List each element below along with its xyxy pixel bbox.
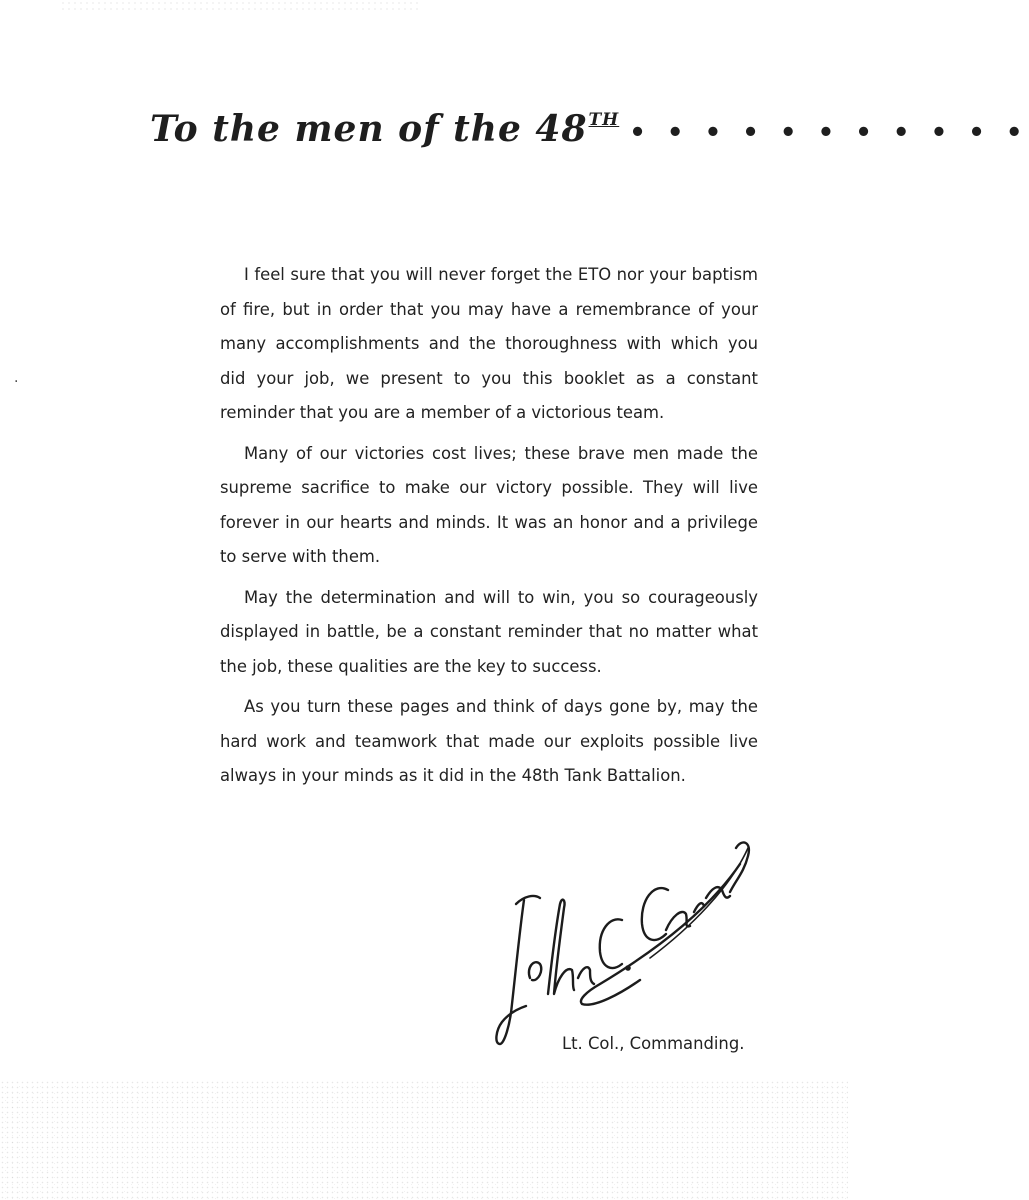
margin-speck: · xyxy=(14,374,19,390)
handwritten-signature xyxy=(490,808,760,1058)
paragraph-4: As you turn these pages and think of days gone by, may the hard work and teamwork that made our exploits possible live always in your minds as it did in the 48th Tank Battalion. xyxy=(220,697,758,785)
heading-superscript: TH xyxy=(588,110,620,130)
scan-noise-bottom xyxy=(0,1080,848,1200)
heading-dots: • • • • • • • • • • • xyxy=(629,118,1029,148)
heading-text: To the men of the 48 xyxy=(150,108,588,150)
paragraph-3: May the determination and will to win, you so courageously displayed in battle, be a constant reminder that no matter what the job, these qualities are the key to success. xyxy=(220,587,758,676)
paragraph-1: I feel sure that you will never forget the ETO nor your baptism of fire, but in order that you may have a remembrance of your many accomplishments and the thoroughness with which you did your job, we present to you this booklet as a constant reminder that you are a member of a victorious team. xyxy=(220,265,758,422)
letter-body xyxy=(220,258,758,800)
page-heading xyxy=(150,108,1029,150)
signature-caption: Lt. Col., Commanding. xyxy=(562,1034,745,1053)
scan-noise-top xyxy=(60,0,420,14)
paragraph-2: Many of our victories cost lives; these brave men made the supreme sacrifice to make our victory possible. They will live forever in our hearts and minds. It was an honor and a privilege to serve with them. xyxy=(220,443,758,566)
